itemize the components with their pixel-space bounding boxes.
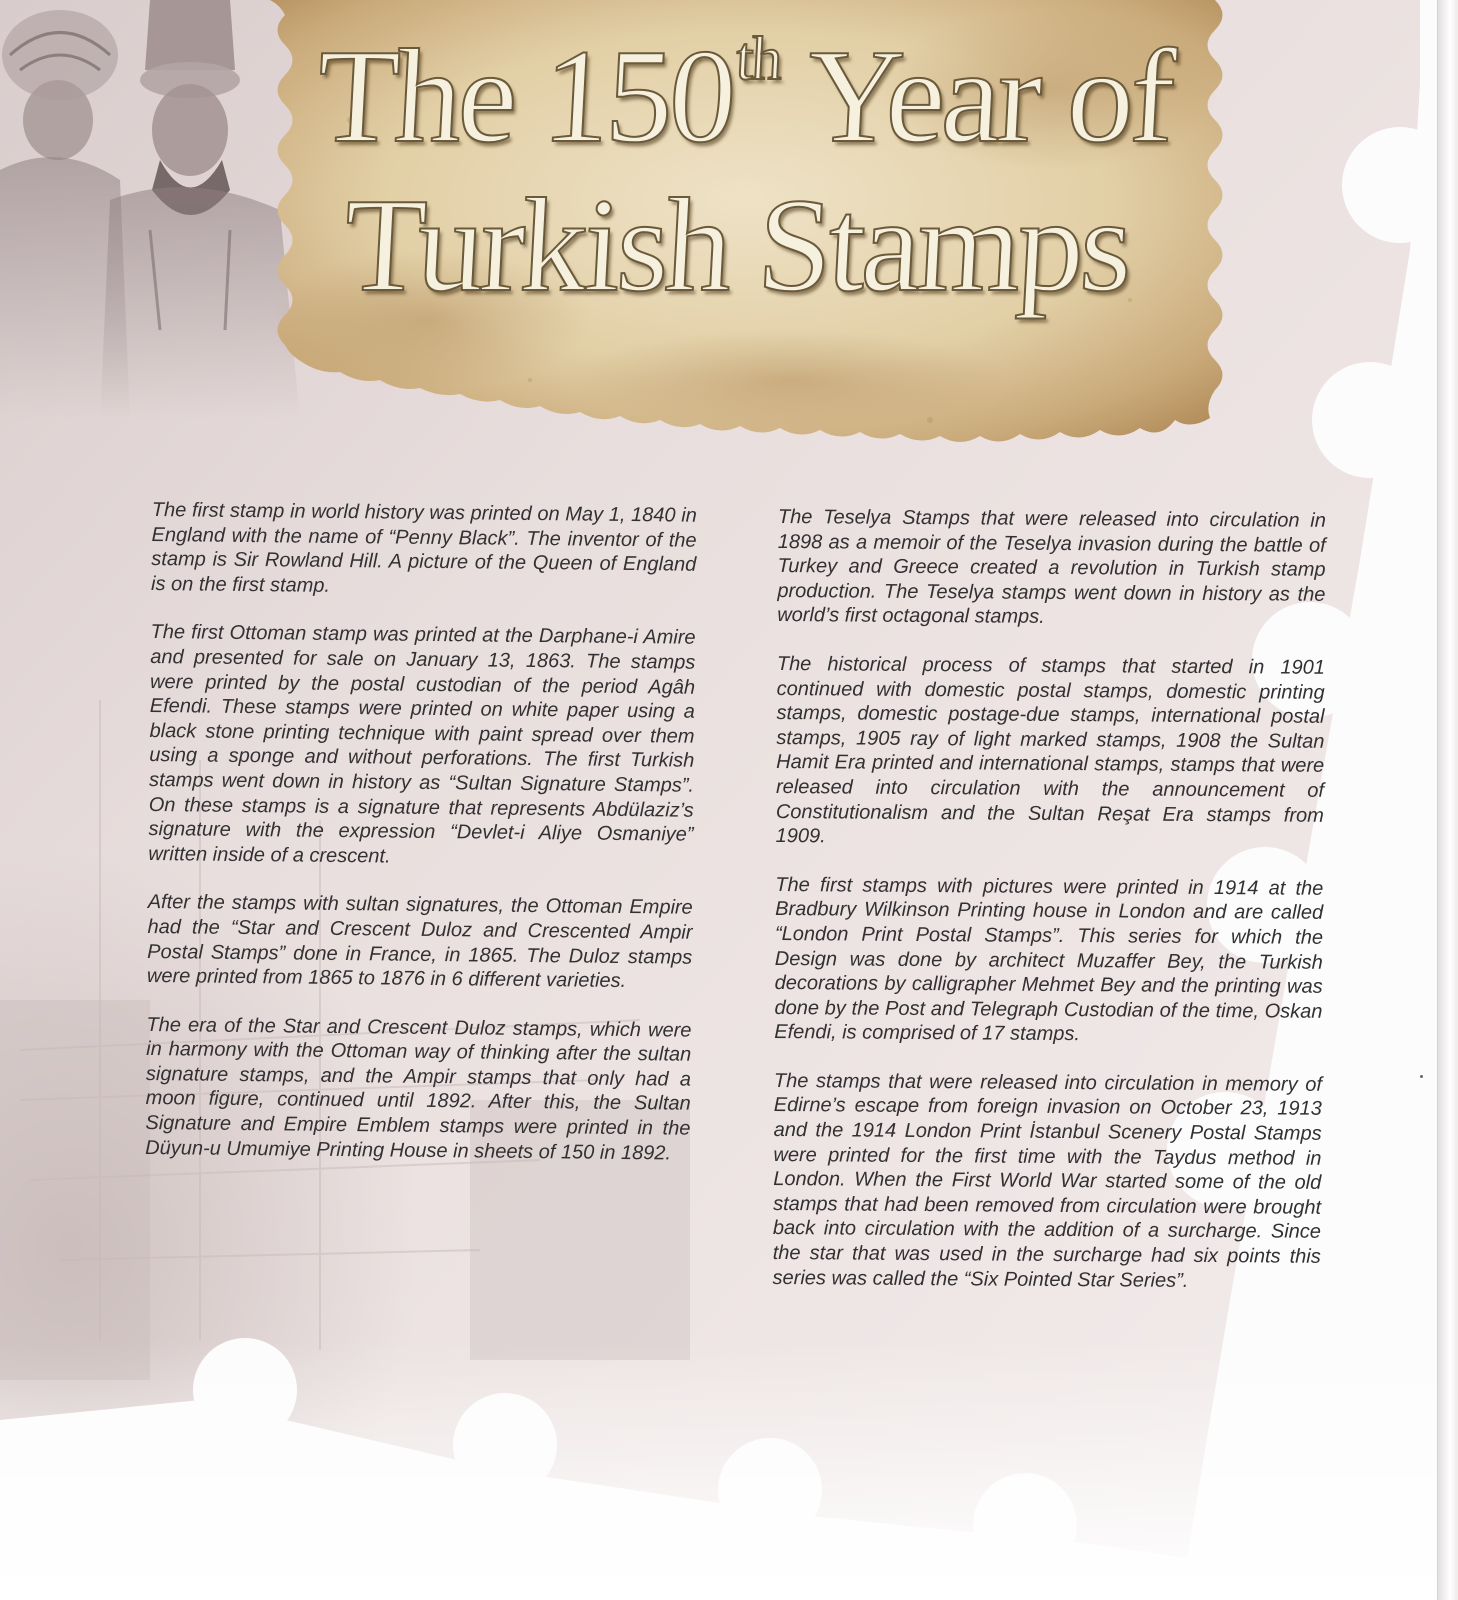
- paper-speck: [1420, 1075, 1423, 1078]
- left-paragraph-4: The era of the Star and Crescent Duloz stamps, which were in harmony with the Ottoman way of thinking after the sultan signature stamps, and the Ampir stamps that only had a moon figure, continued until 1892. After this, the Sultan Signature and Empire Emblem stamps were printed in the Düyun-u Umumiye Printing House in sheets of 150 in 1892.: [145, 1013, 692, 1165]
- title-part-2: Year of: [778, 22, 1176, 170]
- title-line-2-text: Turkish Stamps: [340, 171, 1133, 319]
- right-paragraph-3: The first stamps with pictures were printed in 1914 at the Bradbury Wilkinson Printing house in London and are called “London Print Postal Stamps”. This series for which the Design was done by architect Muzaffer Bey, the Turkish decorations by calligrapher Mehmet Bey and the printing was done by the Post and Telegraph Custodian of the time, Oskan Efendi, is comprised of 17 stamps.: [774, 873, 1324, 1046]
- page-title: [292, 22, 1188, 328]
- title-line-1: [299, 22, 1187, 188]
- right-paragraph-2: The historical process of stamps that started in 1901 continued with domestic postal stamps, domestic printing stamps, domestic postage-due stamps, international postal stamps, 1905 ray of light marked stamps, 1908 the Sultan Hamit Era printed and international stamps, stamps that were released into circulation with the announcement of Constitutionalism and the Sultan Reşat Era stamps from 1909.: [775, 652, 1325, 848]
- title-part-1: The 150: [313, 22, 737, 170]
- title-superscript: th: [734, 25, 783, 93]
- right-paragraph-1: The Teselya Stamps that were released into circulation in 1898 as a memoir of the Teselya invasion during the battle of Turkey and Greece created a revolution in Turkish stamp production. The Teselya stamps went down in history as the world’s first octagonal stamps.: [777, 505, 1326, 629]
- left-paragraph-3: After the stamps with sultan signatures, the Ottoman Empire had the “Star and Crescent Duloz and Crescented Ampir Postal Stamps” done in France, in 1865. The Duloz stamps were printed from 1865 to 1876 in 6 different varieties.: [146, 891, 693, 993]
- right-text-column: [772, 505, 1326, 1318]
- title-line-2: [292, 171, 1180, 338]
- left-text-column: [145, 498, 697, 1190]
- right-paragraph-4: The stamps that were released into circulation in memory of Edirne’s escape from foreign invasion on October 23, 1913 and the 1914 London Print İstanbul Scenery Postal Stamps were printed for the first time with the Taydus method in London. When the First World War started some of the old stamps that had been removed from circulation were brought back into circulation with the addition of a surcharge. Since the star that was used in the surcharge had six points this series was called the “Six Pointed Star Series”.: [772, 1069, 1323, 1292]
- binding-edge: [1437, 0, 1458, 1600]
- left-paragraph-2: The first Ottoman stamp was printed at the Darphane-i Amire and presented for sale on January 13, 1863. The stamps were printed by the postal custodian of the period Agâh Efendi. These stamps were printed on white paper using a black stone printing technique with paint spread over them using a sponge and without perforations. The first Turkish stamps went down in history as “Sultan Signature Stamps”. On these stamps is a signature that represents Abdülaziz’s signature with the expression “Devlet-i Aliye Osmaniye” written inside of a crescent.: [148, 621, 696, 868]
- left-paragraph-1: The first stamp in world history was printed on May 1, 1840 in England with the name of “Penny Black”. The inventor of the stamp is Sir Rowland Hill. A picture of the Queen of England is on the first stamp.: [150, 498, 697, 597]
